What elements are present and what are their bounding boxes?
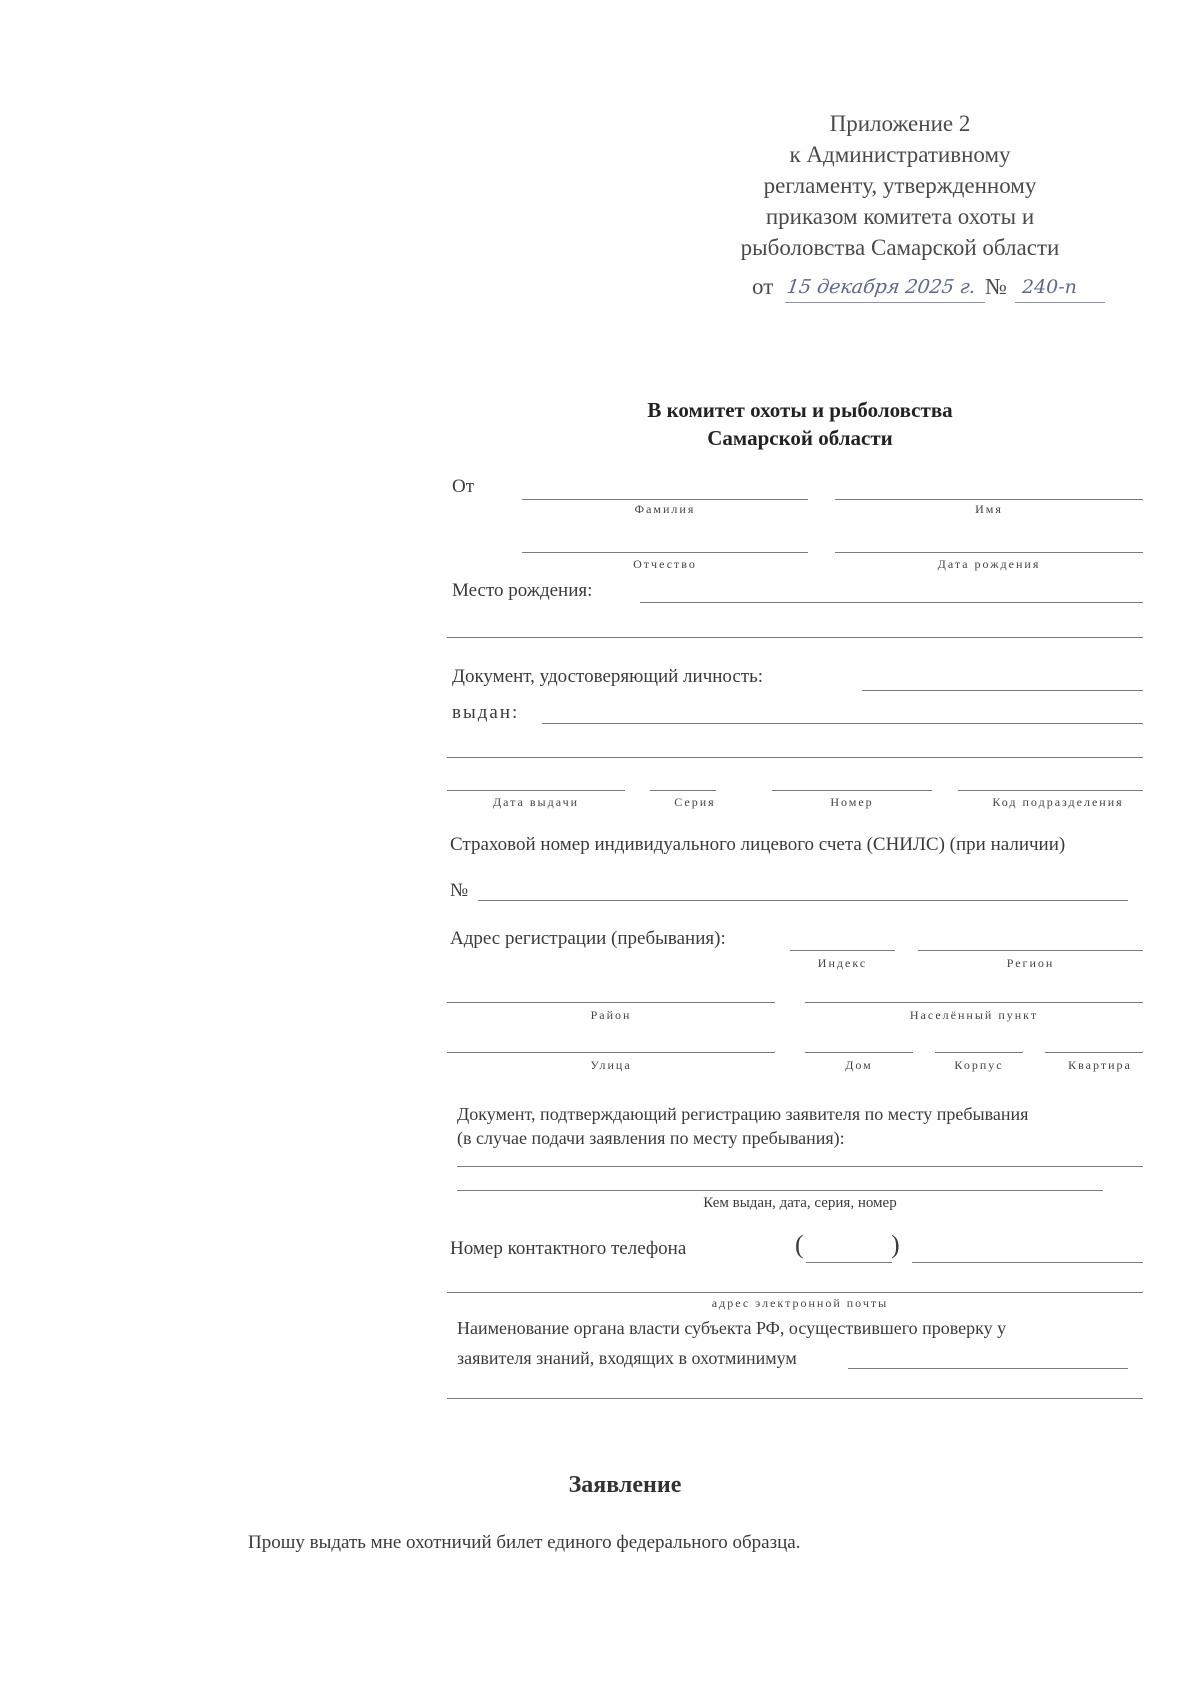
id-document-field[interactable] xyxy=(862,690,1143,691)
reg-address-label: Адрес регистрации (пребывания): xyxy=(450,928,726,949)
region-caption: Регион xyxy=(1006,956,1055,970)
from-label: От xyxy=(452,476,475,497)
statement-title: Заявление xyxy=(568,1472,682,1498)
building-field[interactable] xyxy=(935,1052,1023,1053)
email-caption: адрес электронной почты xyxy=(711,1296,889,1310)
street-caption: Улица xyxy=(590,1058,632,1072)
appendix-line-5: рыболовства Самарской области xyxy=(740,235,1060,260)
issue-date-caption: Дата выдачи xyxy=(492,795,580,809)
issued-label: выдан: xyxy=(452,702,520,723)
district-field[interactable] xyxy=(447,1002,775,1003)
phone-number-field[interactable] xyxy=(912,1262,1143,1263)
snils-field[interactable] xyxy=(478,900,1128,901)
locality-caption: Населённый пункт xyxy=(909,1008,1039,1022)
number-caption: Номер xyxy=(830,795,874,809)
appendix-line-3: регламенту, утвержденному xyxy=(763,173,1037,198)
index-caption: Индекс xyxy=(817,956,868,970)
issued-by-field-2[interactable] xyxy=(447,757,1143,758)
issued-by-caption: Кем выдан, дата, серия, номер xyxy=(703,1195,897,1211)
appendix-number-prefix: № xyxy=(985,274,1007,299)
number-underline xyxy=(1015,302,1105,303)
appendix-line-1: Приложение 2 xyxy=(829,111,971,136)
surname-caption: Фамилия xyxy=(634,502,696,516)
series-field[interactable] xyxy=(650,790,716,791)
street-field[interactable] xyxy=(447,1052,775,1053)
surname-field[interactable] xyxy=(522,499,808,500)
authority-field-2[interactable] xyxy=(447,1398,1143,1399)
addressee-line-2: Самарской области xyxy=(707,426,893,450)
name-field[interactable] xyxy=(835,499,1143,500)
authority-line-2: заявителя знаний, входящих в охотминимум xyxy=(457,1348,797,1368)
reg-document-field[interactable] xyxy=(457,1166,1143,1167)
patronymic-field[interactable] xyxy=(522,552,808,553)
house-field[interactable] xyxy=(805,1052,913,1053)
snils-number-label: № xyxy=(450,880,469,901)
locality-field[interactable] xyxy=(805,1002,1143,1003)
appendix-block xyxy=(640,108,1160,263)
date-underline xyxy=(785,302,985,303)
phone-paren-open: ( xyxy=(795,1230,804,1259)
reg-document-line-2: (в случае подачи заявления по месту пребывания): xyxy=(457,1128,845,1148)
apartment-caption: Квартира xyxy=(1068,1058,1132,1072)
appendix-line-4: приказом комитета охоты и xyxy=(765,204,1035,229)
addressee-line-1: В комитет охоты и рыболовства xyxy=(647,398,953,422)
name-caption: Имя xyxy=(975,502,1003,516)
birthplace-label: Место рождения: xyxy=(452,580,593,601)
division-code-field[interactable] xyxy=(958,790,1143,791)
reg-document-label xyxy=(457,1102,1028,1150)
authority-field[interactable] xyxy=(848,1368,1128,1369)
phone-label: Номер контактного телефона xyxy=(450,1238,687,1259)
handwritten-date: 15 декабря 2025 г. xyxy=(785,276,978,298)
birthplace-field-2[interactable] xyxy=(447,637,1143,638)
birthplace-field[interactable] xyxy=(640,602,1143,603)
issued-by-field[interactable] xyxy=(542,723,1143,724)
issue-date-field[interactable] xyxy=(447,790,625,791)
appendix-line-2: к Административному xyxy=(789,142,1011,167)
statement-text: Прошу выдать мне охотничий билет единого федерального образца. xyxy=(248,1532,801,1553)
authority-line-1: Наименование органа власти субъекта РФ, осуществившего проверку у xyxy=(457,1318,1007,1338)
apartment-field[interactable] xyxy=(1045,1052,1143,1053)
region-field[interactable] xyxy=(918,950,1143,951)
id-document-label: Документ, удостоверяющий личность: xyxy=(452,666,764,687)
email-field[interactable] xyxy=(447,1292,1143,1293)
appendix-from-prefix: от xyxy=(752,274,774,299)
number-field[interactable] xyxy=(772,790,932,791)
phone-area-code-field[interactable] xyxy=(806,1262,892,1263)
district-caption: Район xyxy=(590,1008,632,1022)
house-caption: Дом xyxy=(845,1058,873,1072)
handwritten-number: 240-п xyxy=(1022,276,1077,298)
addressee xyxy=(500,396,1100,452)
reg-document-field-2[interactable] xyxy=(457,1190,1103,1191)
reg-document-line-1: Документ, подтверждающий регистрацию заявителя по месту пребывания xyxy=(457,1104,1029,1124)
birthdate-caption: Дата рождения xyxy=(937,557,1041,571)
building-caption: Корпус xyxy=(954,1058,1004,1072)
patronymic-caption: Отчество xyxy=(633,557,697,571)
division-code-caption: Код подразделения xyxy=(992,795,1124,809)
index-field[interactable] xyxy=(790,950,895,951)
series-caption: Серия xyxy=(674,795,716,809)
snils-label: Страховой номер индивидуального лицевого счета (СНИЛС) (при наличии) xyxy=(450,834,1066,855)
birthdate-field[interactable] xyxy=(835,552,1143,553)
phone-paren-close: ) xyxy=(891,1230,900,1259)
